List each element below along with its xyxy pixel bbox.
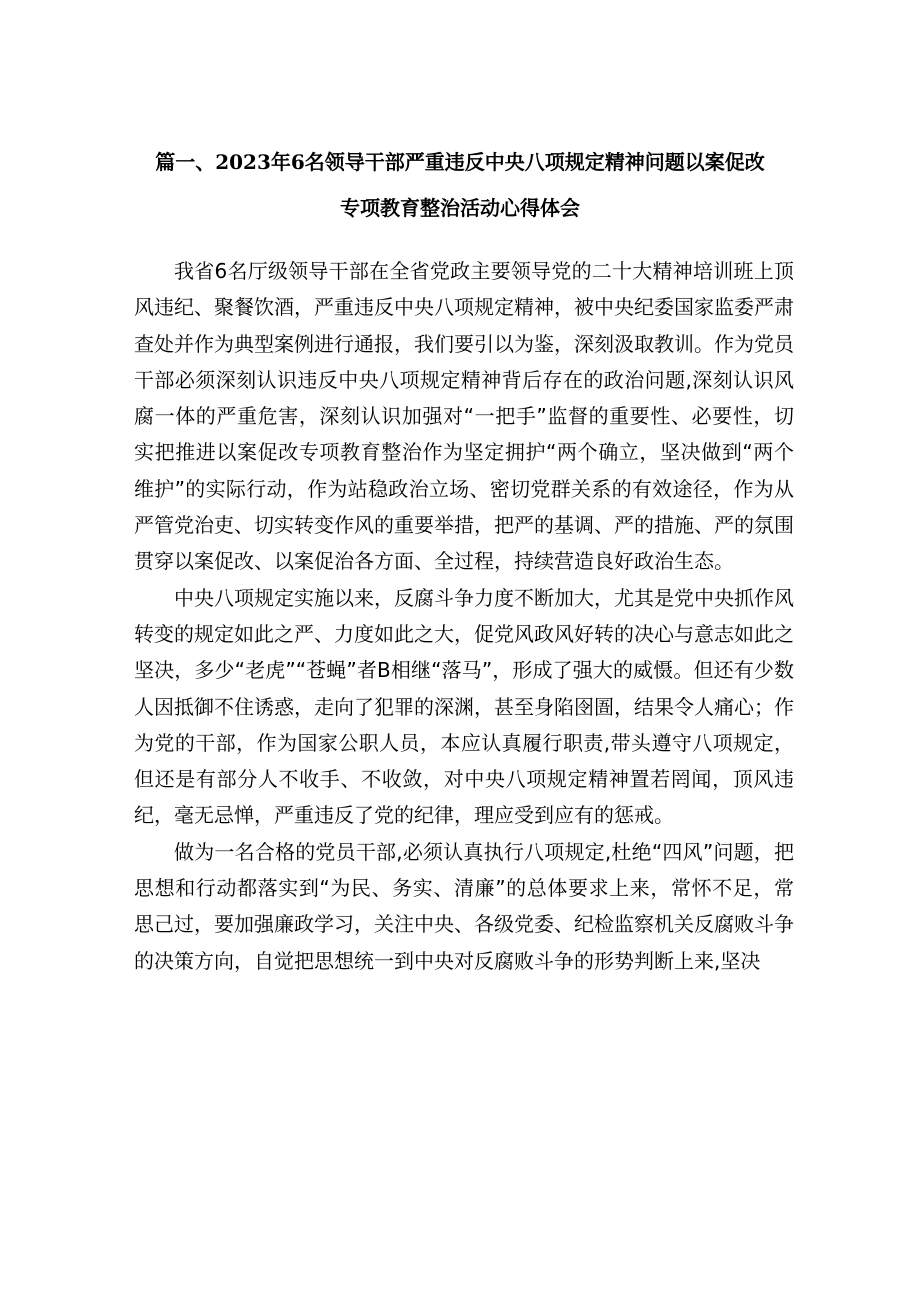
document-title-line-2: 专项教育整治活动心得体会 (340, 196, 580, 220)
paragraph-3: 做为一名合格的党员干部,必须认真执行八项规定,杜绝“四风”问题，把思想和行动都落实到“为民、务实、清廉”的总体要求上来，常怀不足，常思己过，要加强廉政学习，关注中央、各级党委、纪检监察机关反腐败斗争的决策方向，自觉把思想统一到中央对反腐败斗争的形势判断上来,坚决 (134, 839, 794, 973)
document-body (134, 253, 794, 979)
paragraph-1: 我省6名厅级领导干部在全省党政主要领导党的二十大精神培训班上顶风违纪、聚餐饮酒，严重违反中央八项规定精神，被中央纪委国家监委严肃查处并作为典型案例进行通报，我们要引以为鉴，深刻汲取教训。作为党员干部必须深刻认识违反中央八项规定精神背后存在的政治问题,深刻认识风腐一体的严重危害，深刻认识加强对“一把手”监督的重要性、必要性，切实把推进以案促改专项教育整治作为坚定拥护“两个确立，坚决做到“两个维护”的实际行动，作为站稳政治立场、密切党群关系的有效途径，作为从严管党治吏、切实转变作风的重要举措，把严的基调、严的措施、严的氛围贯穿以案促改、以案促治各方面、全过程，持续营造良好政治生态。 (134, 259, 794, 574)
paragraph-2: 中央八项规定实施以来，反腐斗争力度不断加大，尤其是党中央抓作风转变的规定如此之严、力度如此之大，促党风政风好转的决心与意志如此之坚决，多少“老虎”“苍蝇”者B相继“落马”，形成了强大的威慑。但还有少数人因抵御不住诱惑，走向了犯罪的深渊，甚至身陷囹圄，结果令人痛心；作为党的干部，作为国家公职人员，本应认真履行职责,带头遵守八项规定，但还是有部分人不收手、不收敛，对中央八项规定精神置若罔闻，顶风违纪，毫无忌惮，严重违反了党的纪律，理应受到应有的惩戒。 (134, 585, 794, 828)
document-title-line-1: 篇一、2023年6名领导干部严重违反中央八项规定精神问题以案促改 (155, 150, 765, 174)
